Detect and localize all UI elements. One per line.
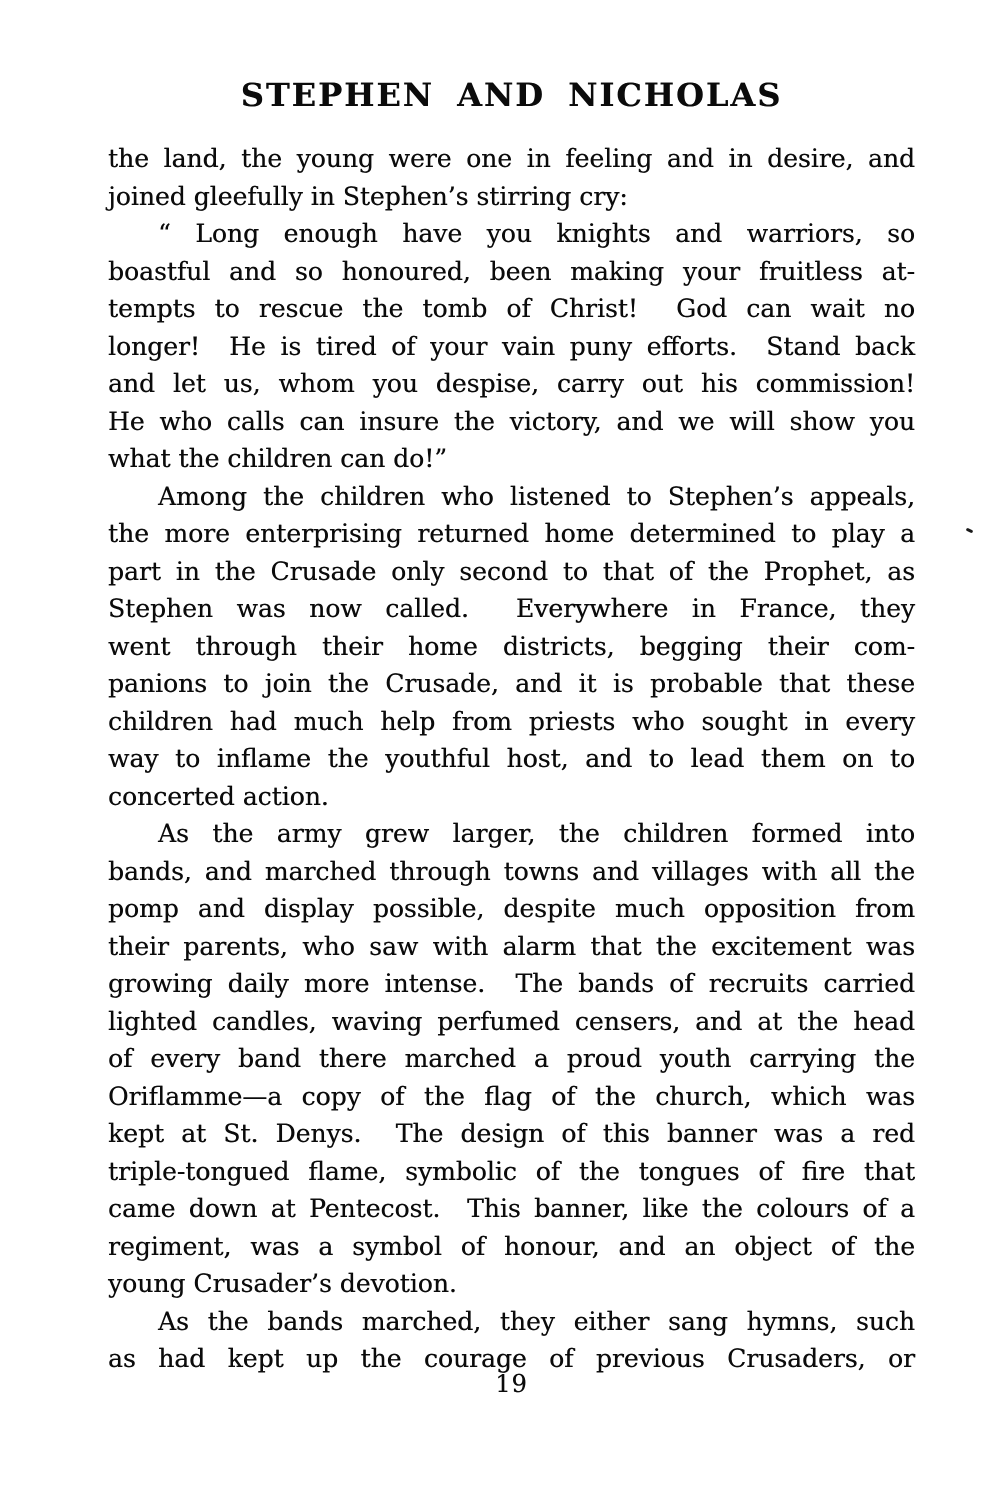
text-line: came down at Pentecost. This banner, like the colours of a	[108, 1194, 915, 1223]
text-line: went through their home districts, begging their com-	[108, 631, 915, 661]
text-line: growing daily more intense. The bands of recruits carried	[108, 969, 915, 998]
page-number: 19	[495, 1370, 528, 1398]
text-line: Stephen was now called. Everywhere in France, they	[108, 594, 915, 623]
text-line: Among the children who listened to Stephen’s appeals,	[158, 481, 915, 511]
text-line: concerted action.	[108, 781, 329, 811]
text-line: boastful and so honoured, been making your fruitless at-	[108, 256, 915, 286]
text-line: kept at St. Denys. The design of this banner was a red	[108, 1119, 915, 1148]
text-line: As the bands marched, they either sang hymns, such	[158, 1306, 915, 1336]
text-line: the more enterprising returned home determined to play a	[108, 519, 915, 548]
text-line: young Crusader’s devotion.	[108, 1269, 457, 1298]
text-line: tempts to rescue the tomb of Christ! God can wait no	[108, 294, 915, 323]
paragraph	[108, 815, 915, 1303]
text-line: “ Long enough have you knights and warriors, so	[158, 219, 915, 248]
paragraph	[108, 478, 915, 816]
text-line: as had kept up the courage of previous Crusaders, or	[108, 1344, 915, 1373]
text-line: lighted candles, waving perfumed censers, and at the head	[108, 1006, 915, 1036]
text-line: triple-tongued flame, symbolic of the tongues of fire that	[108, 1156, 915, 1186]
text-line: their parents, who saw with alarm that the excitement was	[108, 931, 915, 961]
text-line: part in the Crusade only second to that of the Prophet, as	[108, 556, 915, 586]
text-line: pomp and display possible, despite much opposition from	[108, 894, 915, 923]
paragraph	[108, 140, 915, 215]
text-line: joined gleefully in Stephen’s stirring cry:	[108, 181, 628, 211]
text-line: bands, and marched through towns and villages with all the	[108, 856, 915, 886]
text-line: Oriflamme—a copy of the flag of the church, which was	[108, 1081, 915, 1111]
text-line: children had much help from priests who sought in every	[108, 706, 915, 736]
body-text	[108, 140, 915, 1378]
text-line: regiment, was a symbol of honour, and an object of the	[108, 1231, 915, 1261]
text-line: longer! He is tired of your vain puny efforts. Stand back	[108, 331, 915, 361]
text-line: the land, the young were one in feeling and in desire, and	[108, 144, 915, 173]
paragraph	[108, 215, 915, 478]
text-line: As the army grew larger, the children formed into	[158, 819, 915, 848]
paragraph	[108, 1303, 915, 1378]
text-line: of every band there marched a proud youth carrying the	[108, 1044, 915, 1073]
ink-speck	[966, 528, 974, 534]
text-line: panions to join the Crusade, and it is probable that these	[108, 669, 915, 698]
page-title: STEPHEN AND NICHOLAS	[240, 76, 783, 114]
text-line: and let us, whom you despise, carry out his commission!	[108, 369, 915, 398]
text-line: what the children can do!”	[108, 444, 448, 473]
text-line: He who calls can insure the victory, and we will show you	[108, 406, 915, 436]
text-line: way to inflame the youthful host, and to lead them on to	[108, 744, 915, 773]
